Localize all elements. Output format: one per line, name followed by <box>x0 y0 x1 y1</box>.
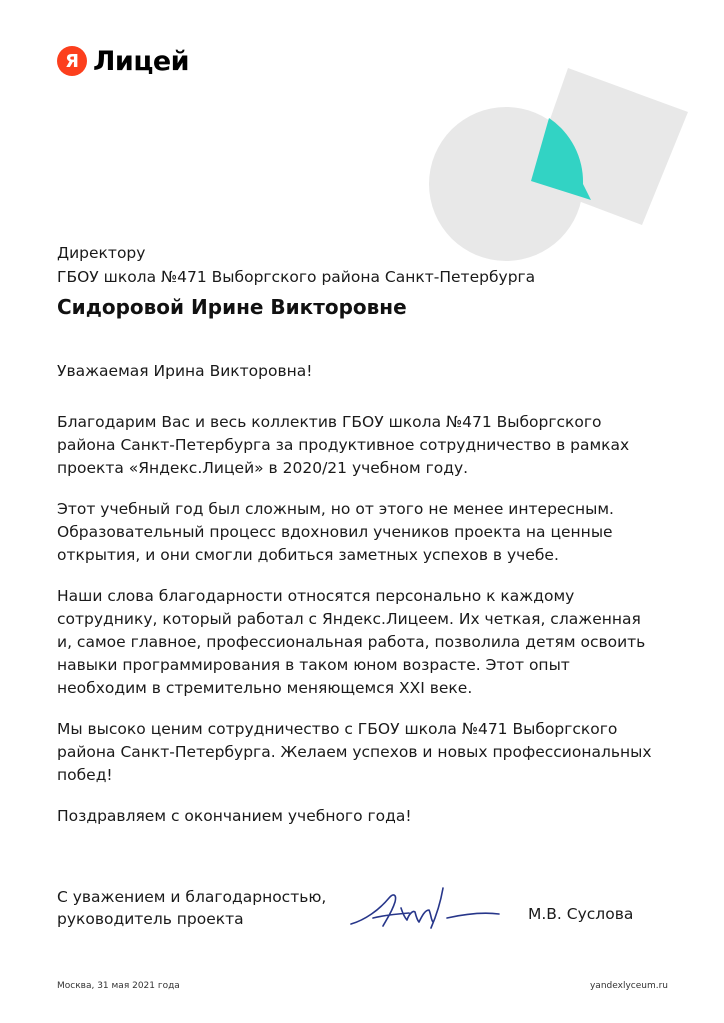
paragraph: Мы высоко ценим сотрудничество с ГБОУ школа №471 Выборгского района Санкт-Петербурга. Желаем успехов и новых профессиональных побед! <box>57 720 652 784</box>
paragraph: Благодарим Вас и весь коллектив ГБОУ школа №471 Выборгского района Санкт-Петербурга за продуктивное сотрудничество в рамках проекта «Яндекс.Лицей» в 2020/21 учебном году. <box>57 413 630 477</box>
letter-body <box>57 360 657 846</box>
yandex-lyceum-logo <box>57 45 189 77</box>
paragraph: Поздравляем с окончанием учебного года! <box>57 807 412 825</box>
signer-title: руководитель проекта <box>57 910 244 928</box>
yandex-logo-icon: Я <box>57 46 87 76</box>
decorative-shapes <box>420 60 690 270</box>
paragraph: Наши слова благодарности относятся персонально к каждому сотруднику, который работал с Яндекс.Лицеем. Их четкая, слаженная и, самое главное, профессиональная работа, позволила детям освоить навыки программирования в таком юном возрасте. Этот опыт необходим в стремительно меняющемся XXI веке. <box>57 587 646 697</box>
closing-line: С уважением и благодарностью, <box>57 888 327 906</box>
recipient-organization: ГБОУ школа №471 Выборгского района Санкт-Петербурга <box>57 268 536 286</box>
recipient-role: Директору <box>57 244 146 262</box>
logo-text: Лицей <box>93 45 190 77</box>
website-link[interactable]: yandexlyceum.ru <box>589 981 668 991</box>
handwritten-signature <box>345 880 505 940</box>
recipient-block <box>57 241 535 321</box>
paragraph: Этот учебный год был сложным, но от этого не менее интересным. Образовательный процесс вдохновил учеников проекта на ценные открытия, и они смогли добиться заметных успехов в учебе. <box>57 500 614 564</box>
recipient-name: Сидоровой Ирине Викторовне <box>57 295 407 319</box>
greeting: Уважаемая Ирина Викторовна! <box>57 362 313 380</box>
signer-name: М.В. Суслова <box>528 905 634 923</box>
place-and-date: Москва, 31 мая 2021 года <box>57 981 180 991</box>
closing-block <box>57 886 326 930</box>
